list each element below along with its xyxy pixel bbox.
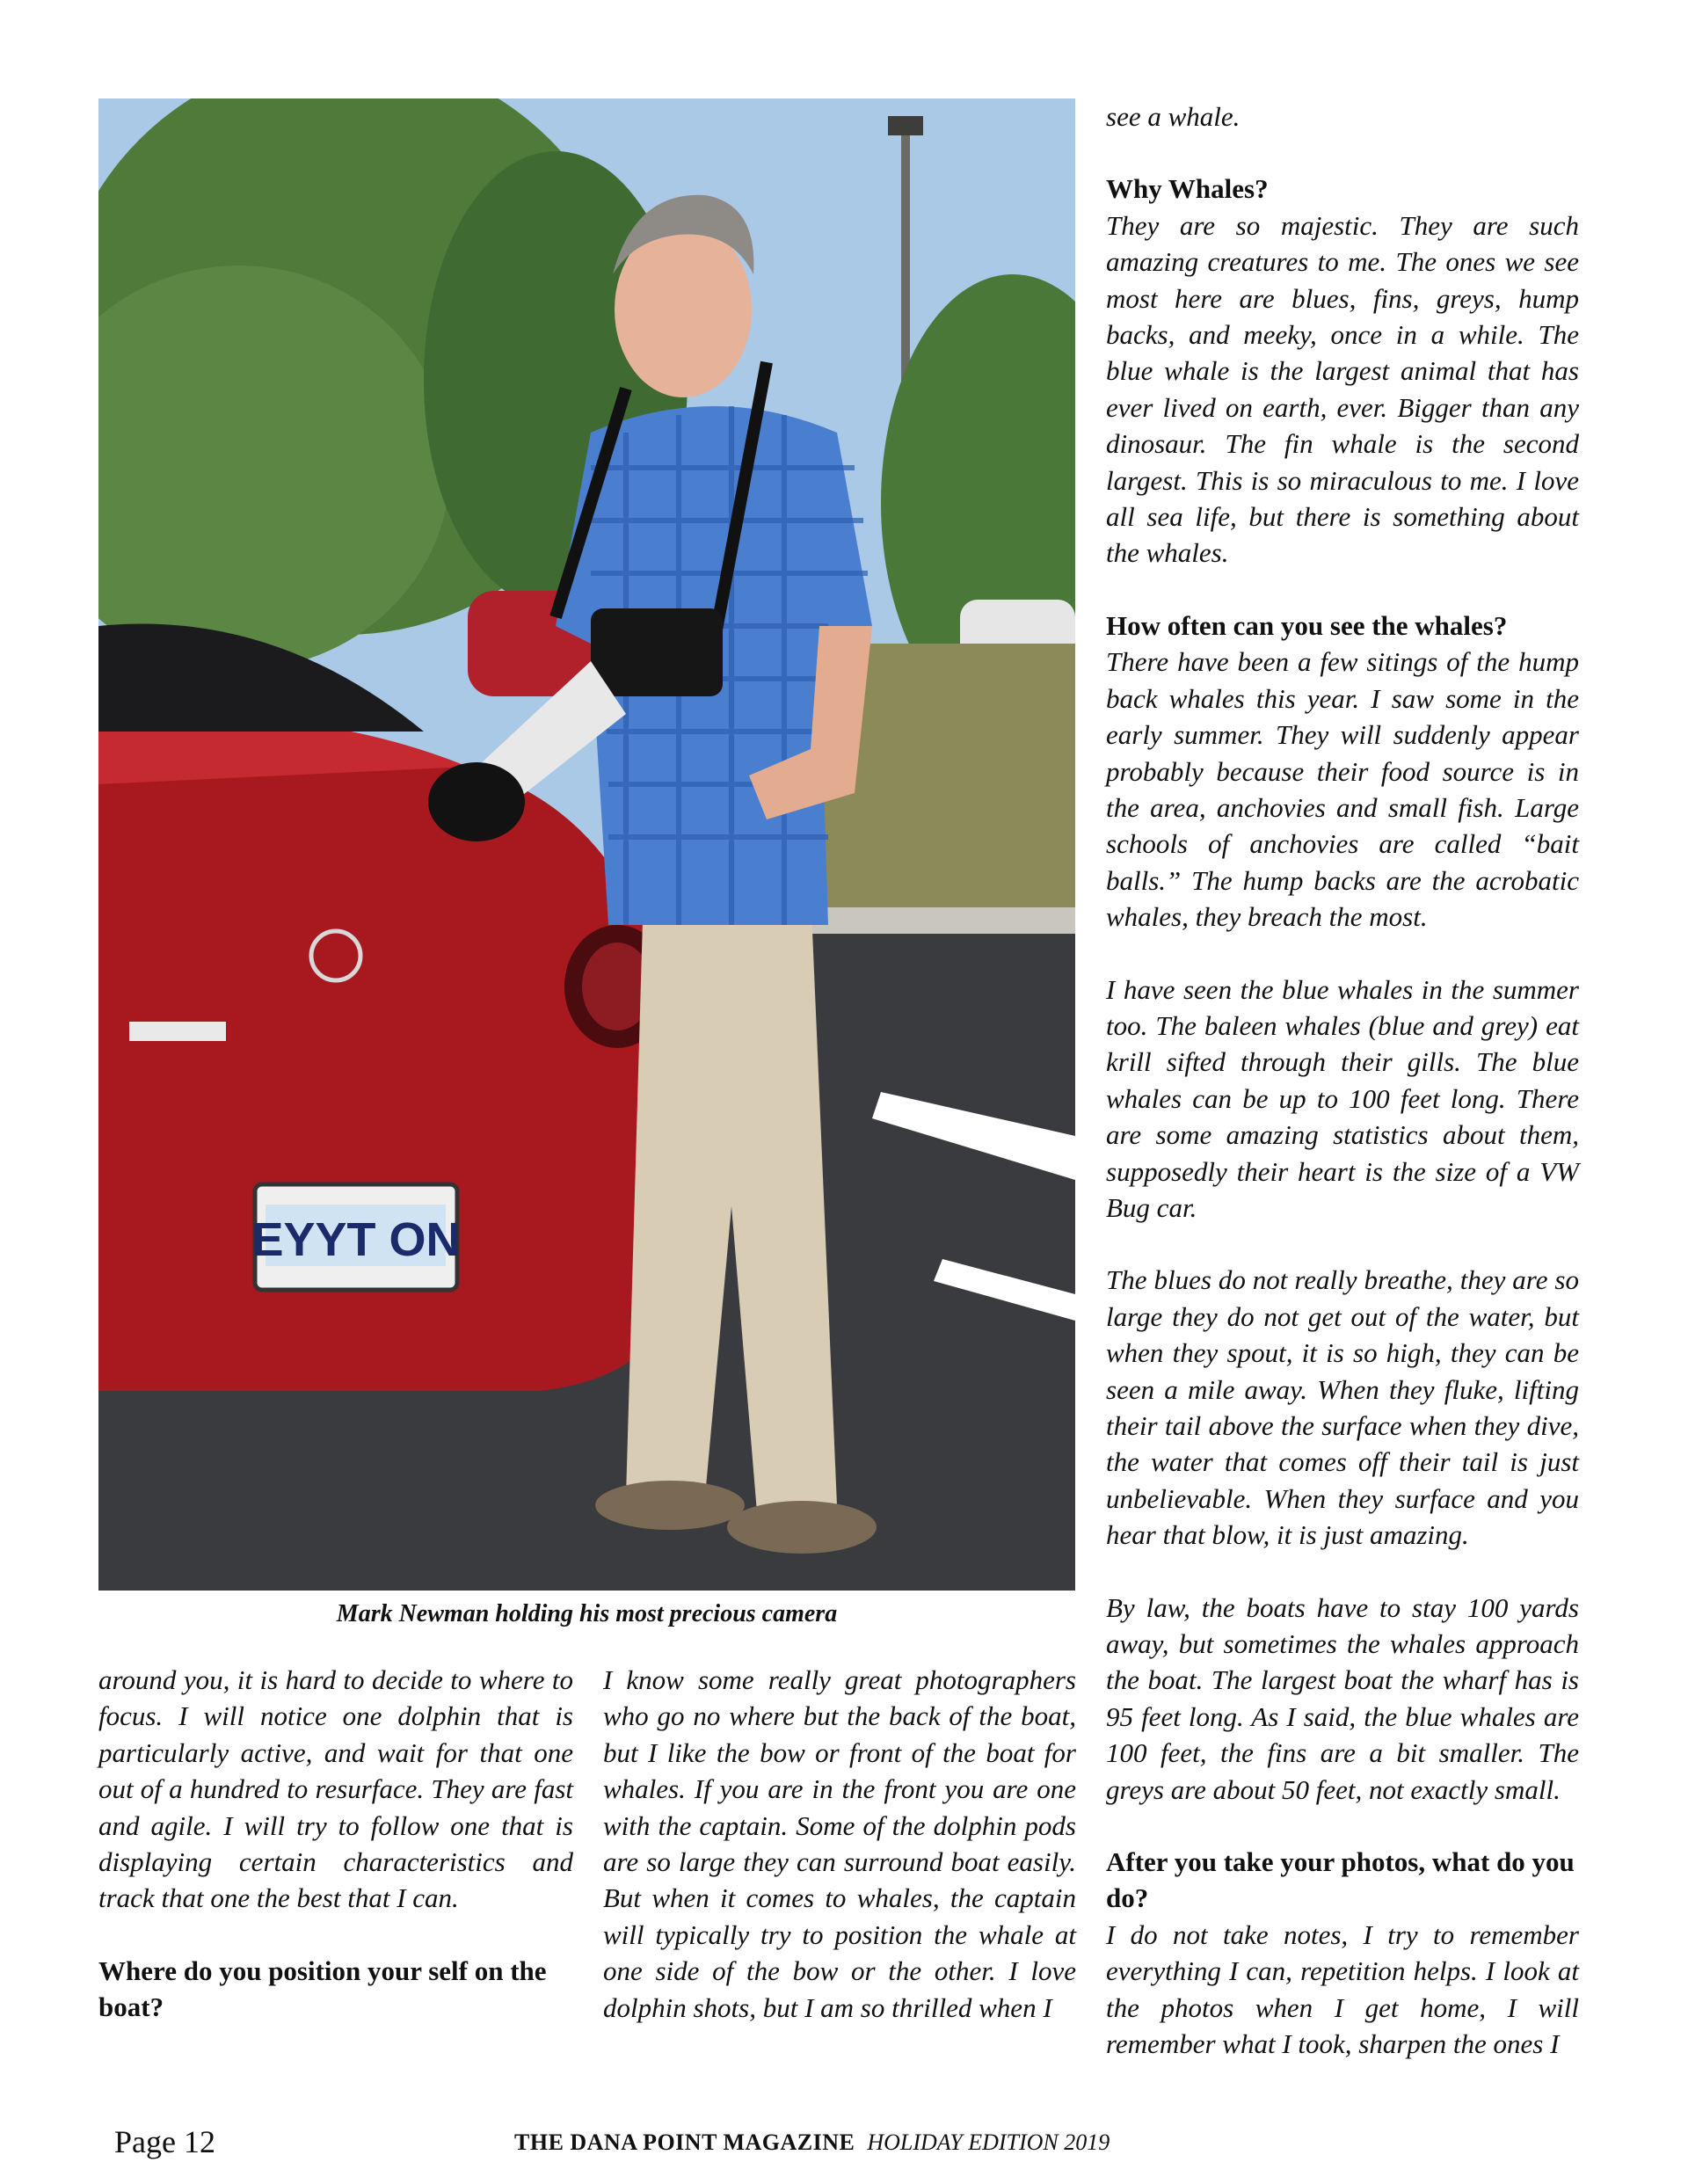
column-right [1106,98,1579,2063]
column-middle [603,1662,1076,2026]
section-heading: Why Whales? [1106,173,1269,205]
paragraph: I have seen the blue whales in the summer too. The baleen whales (blue and grey) eat krill sifted through their gills. The blue whales can be up to 100 feet long. There are some amazing statistics about them, supposedly their heart is the size of a VW Bug car. [1106,973,1579,1223]
paragraph: around you, it is hard to decide to where to focus. I will notice one dolphin that is particularly active, and wait for that one out of a hundred to resurface. They are fast and agile. I will try to follow one that is displaying certain characteristics and track that one the best that I can. [98,1664,573,1914]
paragraph: I know some really great photographers who go no where but the back of the boat, but I like the bow or front of the boat for whales. If you are in the front you are one with the captain. Some of the dolphin pods are so large they can surround boat easily. But when it comes to whales, the captain will typically try to position the whale at one side of the bow or the other. I love dolphin shots, but I am so thrilled when I [603,1664,1076,2023]
page-number: Page 12 [114,2124,215,2159]
svg-text:EYYT ON: EYYT ON [251,1213,461,1266]
paragraph: see a whale. [1106,101,1241,132]
paragraph: By law, the boats have to stay 100 yards away, but sometimes the whales approach the boat. The largest boat the wharf has is 95 feet long. As I said, the blue whales are 100 feet, the fins are a bit smaller. The greys are about 50 feet, not exactly small. [1106,1591,1579,1805]
photo-caption: Mark Newman holding his most precious camera [336,1600,838,1627]
paragraph: The blues do not really breathe, they are so large they do not get out of the water, but when they spout, it is so high, they can be seen a mile away. When they fluke, lifting their tail above the surface when they dive, the water that comes off their tail is just unbelievable. When they surface and you hear that blow, it is just amazing. [1106,1264,1579,1551]
section-heading: How often can you see the whales? [1106,609,1508,641]
paragraph: They are so majestic. They are such amazing creatures to me. The ones we see most here are blues, fins, greys, hump backs, and meeky, once in a while. The blue whale is the largest animal that has ever lived on earth, ever. Bigger than any dinosaur. The fin whale is the second largest. This is so miraculous to me. I love all sea life, but there is something about the whales. [1106,209,1579,569]
section-heading: After you take your photos, what do you do? [1106,1846,1575,1914]
paragraph: I do not take notes, I try to remember everything I can, repetition helps. I look at the photos when I get home, I will remember what I took, sharpen the ones I [1106,1918,1579,2060]
footer-masthead [514,2129,1110,2156]
section-heading: Where do you position your self on the boat? [98,1955,547,2023]
magazine-name: THE DANA POINT MAGAZINE [514,2129,855,2155]
article-photo [98,98,1075,1591]
paragraph: There have been a few sitings of the hump back whales this year. I saw some in the early summer. They will suddenly appear probably because their food source is in the area, anchovies and small fish. Large schools of anchovies are called “bait balls.” The hump backs are the acrobatic whales, they breach the most. [1106,646,1579,933]
edition-label: HOLIDAY EDITION 2019 [867,2129,1110,2155]
man-holding-camera-photo [98,98,1075,1591]
column-left [98,1662,573,2026]
